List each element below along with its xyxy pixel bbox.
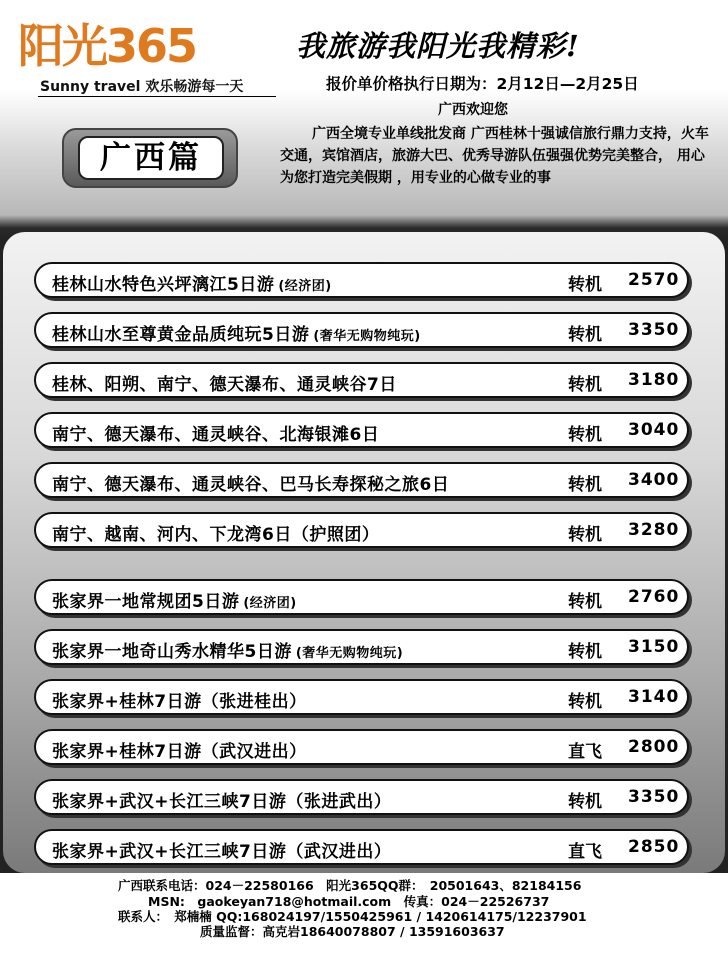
- route-name: [52, 587, 297, 612]
- route-name-text: 张家界一地奇山秀水精华5日游: [52, 642, 292, 662]
- route-name: [52, 837, 391, 862]
- route-transport: 转机: [568, 325, 602, 345]
- region-badge: [62, 128, 238, 188]
- route-transport: 转机: [568, 475, 602, 495]
- route-row: [34, 679, 689, 715]
- route-transport: 转机: [568, 592, 602, 612]
- logo-tagline-text: Sunny travel 欢乐畅游每一天: [40, 79, 244, 95]
- contact-person-line: 联系人： 郑楠楠 QQ:168024197/1550425961 / 1420614175/12237901: [118, 909, 587, 924]
- route-name: [52, 687, 307, 712]
- route-transport: 转机: [568, 792, 602, 812]
- quality-supervisor-line: 质量监督：高克岩18640078807 / 13591603637: [200, 924, 505, 939]
- logo-tagline: [40, 76, 243, 96]
- route-price: 2570: [628, 270, 680, 290]
- route-name: [52, 737, 307, 762]
- route-transport: 直飞: [568, 742, 602, 762]
- route-price: 2800: [628, 737, 680, 757]
- route-name-text: 桂林山水特色兴坪漓江5日游: [52, 275, 275, 295]
- route-name: [52, 370, 397, 395]
- route-transport: 转机: [568, 425, 602, 445]
- route-name-text: 南宁、德天瀑布、通灵峡谷、巴马长寿探秘之旅6日: [52, 475, 450, 495]
- route-row: [34, 312, 689, 348]
- route-note: (奢华无购物纯玩): [313, 329, 421, 344]
- route-price: 3350: [628, 320, 680, 340]
- contact-phone-line: 广西联系电话：024－22580166 阳光365QQ群： 20501643、82184156: [118, 878, 582, 893]
- route-row: [34, 579, 689, 615]
- intro-paragraph: 广西全境专业单线批发商 广西桂林十强诚信旅行鼎力支持，火车交通，宾馆酒店，旅游大巴、优秀导游队伍强强优势完美整合， 用心为您打造完美假期 ，用专业的心做专业的事: [280, 126, 709, 186]
- route-name: [52, 270, 332, 295]
- logo-mark: 阳光365: [18, 19, 197, 73]
- route-row: [34, 729, 689, 765]
- route-row: [34, 362, 689, 398]
- route-row: [34, 829, 689, 865]
- route-transport: 转机: [568, 375, 602, 395]
- route-transport: 转机: [568, 525, 602, 545]
- contact-msn-line: MSN: gaokeyan718@hotmail.com 传真：024－22526737: [148, 894, 550, 909]
- route-row: [34, 262, 689, 298]
- route-name: [52, 637, 403, 662]
- route-name-text: 南宁、越南、河内、下龙湾6日（护照团）: [52, 525, 380, 545]
- route-price: 2850: [628, 837, 680, 857]
- route-price: 3280: [628, 520, 680, 540]
- route-row: [34, 462, 689, 498]
- slogan: 我旅游我阳光我精彩!: [296, 29, 580, 63]
- route-price: 3350: [628, 787, 680, 807]
- route-name-text: 张家界+桂林7日游（武汉进出）: [52, 742, 307, 762]
- route-row: [34, 412, 689, 448]
- route-price: 3150: [628, 637, 680, 657]
- route-name-text: 张家界一地常规团5日游: [52, 592, 240, 612]
- route-row: [34, 629, 689, 665]
- route-name-text: 张家界+桂林7日游（张进桂出）: [52, 692, 307, 712]
- route-price: 3040: [628, 420, 680, 440]
- route-row: [34, 779, 689, 815]
- route-name: [52, 520, 379, 545]
- brand-logo: [18, 10, 268, 100]
- route-transport: 转机: [568, 275, 602, 295]
- route-transport: 转机: [568, 642, 602, 662]
- route-row: [34, 512, 689, 548]
- route-price: 3400: [628, 470, 680, 490]
- route-name-text: 张家界+武汉+长江三峡7日游（张进武出）: [52, 792, 392, 812]
- route-name: [52, 787, 391, 812]
- contact-footer: [0, 873, 728, 955]
- route-note: (经济团): [243, 596, 297, 611]
- route-name: [52, 320, 421, 345]
- region-title: 广西篇: [78, 136, 224, 180]
- route-name-text: 桂林山水至尊黄金品质纯玩5日游: [52, 325, 310, 345]
- route-name: [52, 470, 449, 495]
- route-transport: 直飞: [568, 842, 602, 862]
- route-name: [52, 420, 379, 445]
- route-price: 3180: [628, 370, 680, 390]
- route-price: 3140: [628, 687, 680, 707]
- validity-period: 报价单价格执行日期为：2月12日—2月25日: [326, 75, 639, 93]
- welcome-title: 广西欢迎您: [438, 102, 508, 118]
- route-transport: 转机: [568, 692, 602, 712]
- route-name-text: 桂林、阳朔、南宁、德天瀑布、通灵峡谷7日: [52, 375, 397, 395]
- route-name-text: 张家界+武汉+长江三峡7日游（武汉进出）: [52, 842, 392, 862]
- route-name-text: 南宁、德天瀑布、通灵峡谷、北海银滩6日: [52, 425, 380, 445]
- route-price: 2760: [628, 587, 680, 607]
- route-note: (奢华无购物纯玩): [295, 646, 404, 661]
- route-note: (经济团): [278, 279, 332, 294]
